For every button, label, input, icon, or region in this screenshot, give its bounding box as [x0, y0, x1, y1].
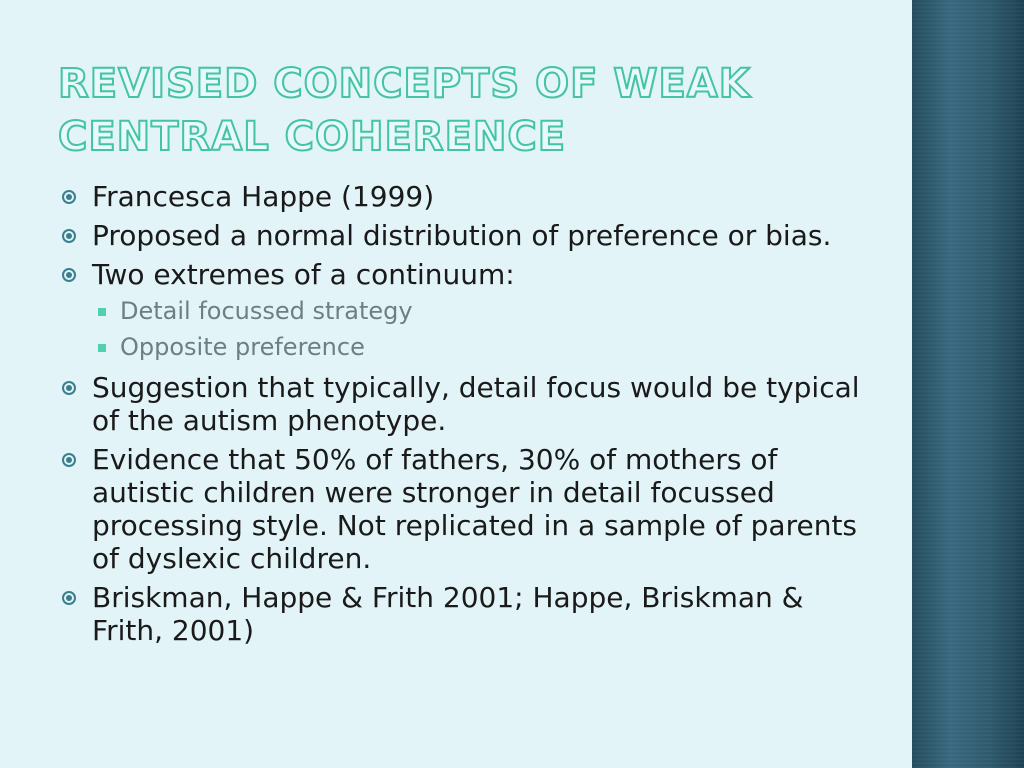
square-icon — [98, 344, 106, 352]
bullet-text: Briskman, Happe & Frith 2001; Happe, Briskman & Frith, 2001) — [92, 581, 804, 647]
circle-dot-icon — [62, 381, 76, 395]
circle-dot-icon — [62, 229, 76, 243]
bullet-item — [60, 180, 860, 213]
circle-dot-icon — [62, 190, 76, 204]
bullet-text: Two extremes of a continuum: — [92, 258, 515, 291]
bullet-text: Suggestion that typically, detail focus would be typical of the autism phenotype. — [92, 371, 860, 437]
circle-dot-icon — [62, 453, 76, 467]
bullet-item — [60, 581, 860, 647]
bullet-item — [60, 371, 860, 437]
decorative-side-bar — [912, 0, 1024, 768]
sub-bullet-item — [92, 293, 860, 329]
bullet-text: Francesca Happe (1999) — [92, 180, 435, 213]
bullet-text: Proposed a normal distribution of preference or bias. — [92, 219, 832, 252]
circle-dot-icon — [62, 268, 76, 282]
bullet-text: Evidence that 50% of fathers, 30% of mothers of autistic children were stronger in detail focussed processing style. Not replicated in a sample of parents of dyslexic children. — [92, 443, 858, 575]
slide-title: REVISED CONCEPTS OF WEAK CENTRAL COHERENCE — [58, 61, 751, 160]
bullet-item — [60, 219, 860, 252]
bullet-item — [60, 258, 860, 365]
circle-dot-icon — [62, 591, 76, 605]
sub-bullet-item — [92, 329, 860, 365]
bullet-list — [60, 180, 860, 653]
sub-bullet-text: Detail focussed strategy — [120, 297, 413, 325]
sub-bullet-text: Opposite preference — [120, 333, 365, 361]
sub-bullet-list — [92, 293, 860, 365]
square-icon — [98, 308, 106, 316]
bullet-item — [60, 443, 860, 575]
